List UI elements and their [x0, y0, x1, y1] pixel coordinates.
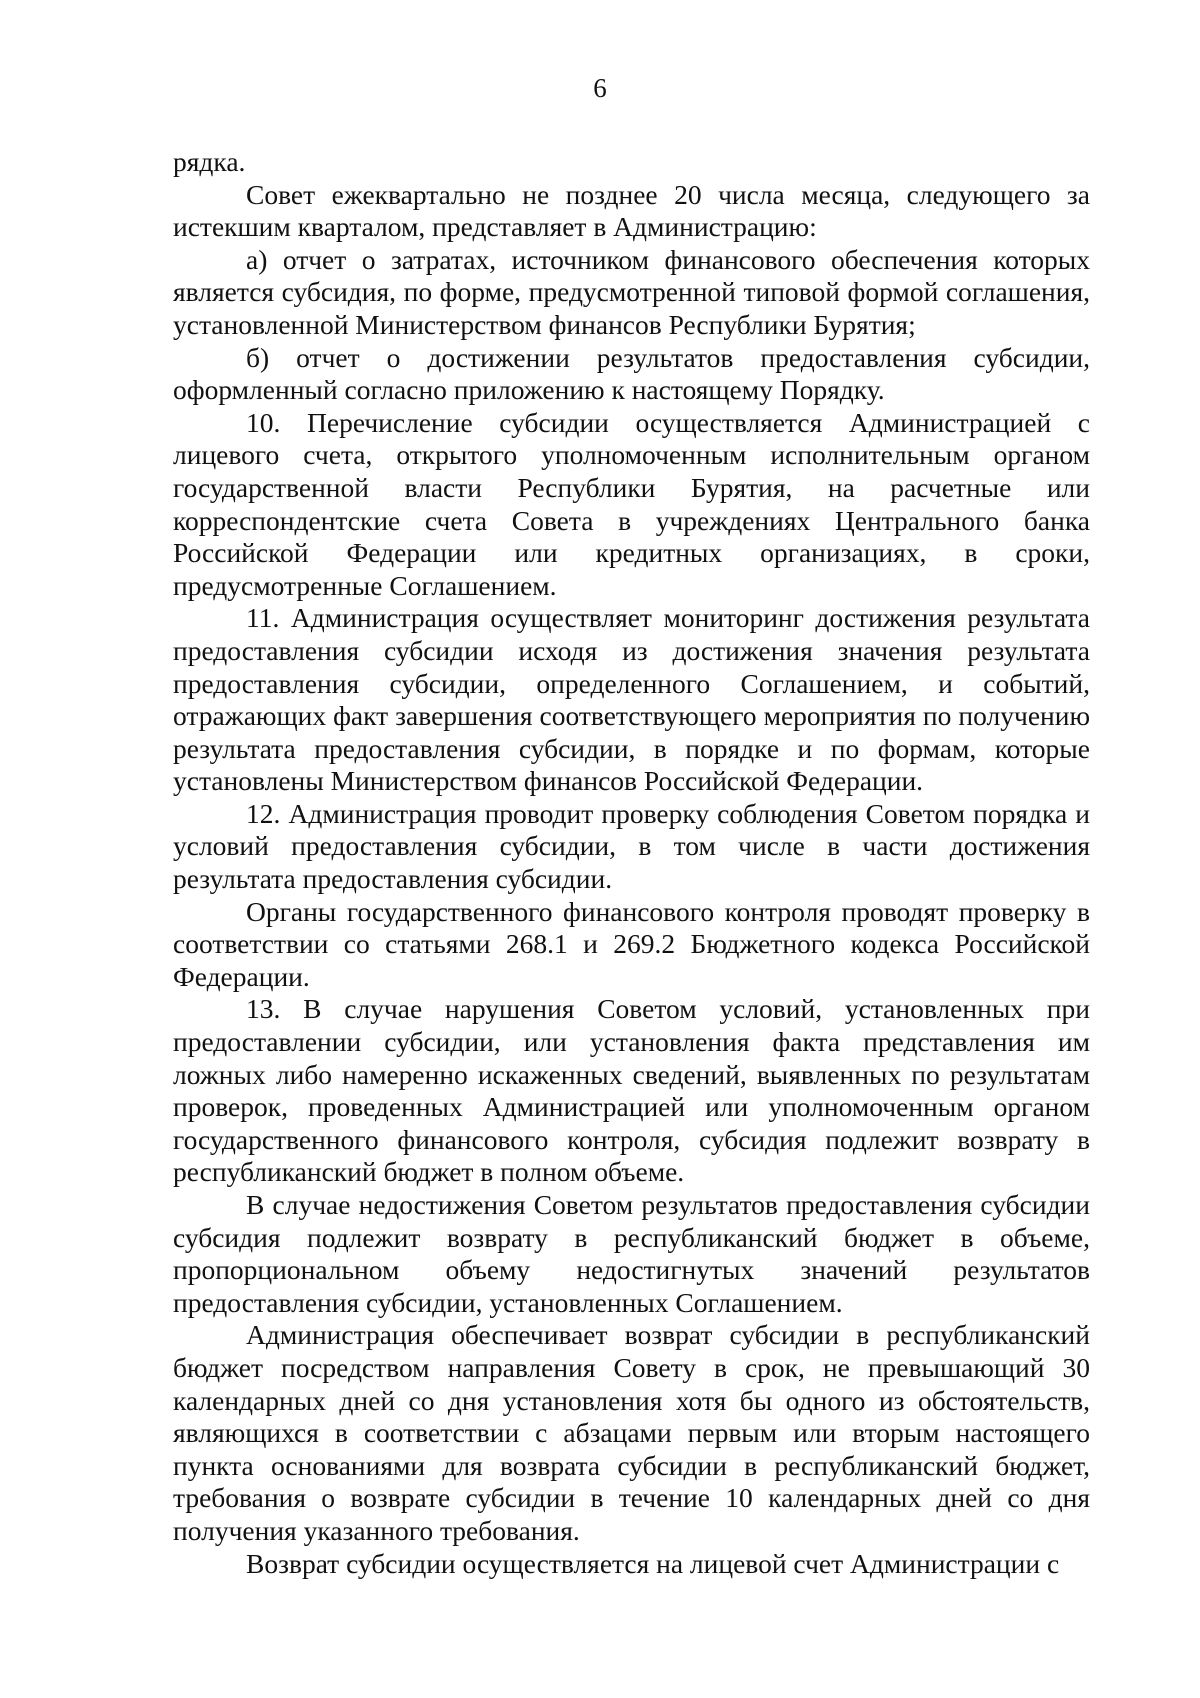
- paragraph-section-11: 11. Администрация осуществляет мониторинг достижения результата предоставления субсидии исходя из достижения значения результата предоставления субсидии, определенного Соглашением, и событий, отражающих факт завершения соответствующего мероприятия по получению результата предоставления субсидии, в порядке и по формам, которые установлены Министерством финансов Российской Федерации.: [173, 602, 1090, 797]
- paragraph-item-a: а) отчет о затратах, источником финансового обеспечения которых является субсидия, по форме, предусмотренной типовой формой соглашения, установленной Министерством финансов Республики Бурятия;: [173, 243, 1090, 340]
- paragraph-council-quarterly-report: Совет ежеквартально не позднее 20 числа месяца, следующего за истекшим кварталом, представляет в Администрацию:: [173, 178, 1090, 243]
- paragraph-continuation: рядка.: [173, 146, 246, 177]
- paragraph-section-10: 10. Перечисление субсидии осуществляется Администрацией с лицевого счета, открытого уполномоченным исполнительным органом государственной власти Республики Бурятия, на расчетные или корреспондентские счета Совета в учреждениях Центрального банка Российской Федерации или кредитных организациях, в сроки, предусмотренные Соглашением.: [173, 406, 1090, 601]
- paragraph-financial-control: Органы государственного финансового контроля проводят проверку в соответствии со статьями 268.1 и 269.2 Бюджетного кодекса Российской Федерации.: [173, 895, 1090, 992]
- paragraph-non-achievement: В случае недостижения Советом результатов предоставления субсидии субсидия подлежит возврату в республиканский бюджет в объеме, пропорциональном объему недостигнутых значений результатов предоставления субсидии, установленных Соглашением.: [173, 1189, 1090, 1318]
- paragraph-return-procedure: Администрация обеспечивает возврат субсидии в республиканский бюджет посредством направления Совету в срок, не превышающий 30 календарных дней со дня установления хотя бы одного из обстоятельств, являющихся в соответствии с абзацами первым или вторым настоящего пункта основаниями для возврата субсидии в республиканский бюджет, требования о возврате субсидии в течение 10 календарных дней со дня получения указанного требования.: [173, 1319, 1090, 1546]
- paragraph-item-b: б) отчет о достижении результатов предоставления субсидии, оформленный согласно приложению к настоящему Порядку.: [173, 341, 1090, 406]
- paragraph-return-account: Возврат субсидии осуществляется на лицевой счет Администрации с: [246, 1547, 1060, 1579]
- page-number: 6: [593, 73, 607, 103]
- document-body: [173, 146, 1090, 1580]
- paragraph-section-13: 13. В случае нарушения Советом условий, установленных при предоставлении субсидии, или установления факта представления им ложных либо намеренно искаженных сведений, выявленных по результатам проверок, проведенных Администрацией или уполномоченным органом государственного финансового контроля, субсидия подлежит возврату в республиканский бюджет в полном объеме.: [173, 993, 1090, 1188]
- paragraph-section-12: 12. Администрация проводит проверку соблюдения Советом порядка и условий предоставления субсидии, в том числе в части достижения результата предоставления субсидии.: [173, 797, 1090, 895]
